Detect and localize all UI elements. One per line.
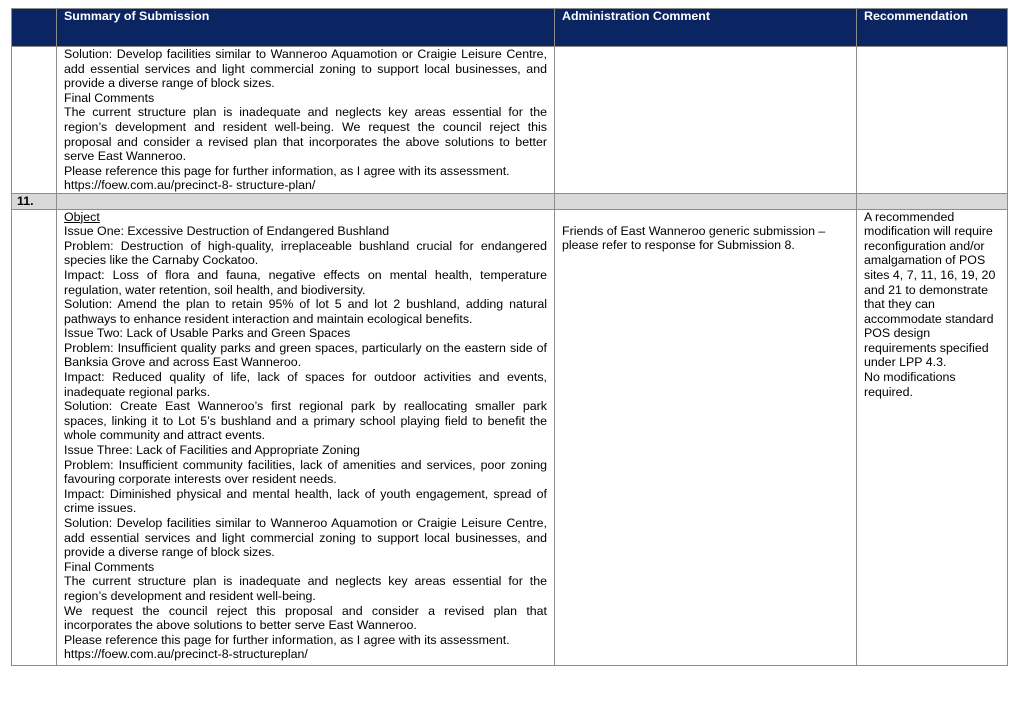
summary-paragraph: Solution: Develop facilities similar to Wanneroo Aquamotion or Craigie Leisure Centre, add essential services and light commercial zoning to support local businesses, and provide a diverse range of block sizes. [64,47,547,91]
summary-paragraph: Solution: Develop facilities similar to Wanneroo Aquamotion or Craigie Leisure Centre, add essential services and light commercial zoning to support local businesses, and provide a diverse range of block sizes. [64,516,547,560]
admin-comment-text: Friends of East Wanneroo generic submission – please refer to response for Submission 8. [562,223,826,253]
summary-paragraph: Solution: Create East Wanneroo’s first regional park by reallocating smaller park spaces, linking it to Lot 5’s bushland and a primary school playing field to benefit the whole community and attract events. [64,399,547,443]
summary-paragraph: Impact: Reduced quality of life, lack of spaces for outdoor activities and events, inadequate regional parks. [64,370,547,399]
summary-paragraph: Issue Two: Lack of Usable Parks and Green Spaces [64,326,351,341]
summary-paragraph: Issue One: Excessive Destruction of Endangered Bushland [64,224,390,239]
recommendation-cell [857,47,1008,194]
recommendation-text: A recommended modification will require reconfiguration and/or amalgamation of POS sites 4, 7, 11, 16, 19, 20 and 21 to demonstrate that they can accommodate standard POS design requirements specified under LPP 4.3. [864,209,996,370]
header-recommendation: Recommendation [857,9,1008,47]
admin-comment-cell [555,209,857,665]
submission-number: 11. [12,193,57,209]
table-row [12,47,1008,194]
summary-cell [57,209,555,665]
header-summary: Summary of Submission [57,9,555,47]
summary-paragraph: Final Comments [64,559,155,574]
submission-number-row [12,193,1008,209]
summary-paragraph: Solution: Amend the plan to retain 95% of lot 5 and lot 2 bushland, adding natural pathways to enhance resident interaction and maintain ecological benefits. [64,297,547,326]
submissions-table [11,8,1008,666]
summary-cell [57,47,555,194]
recommendation-text: No modifications required. [864,370,956,399]
summary-paragraph: Impact: Loss of flora and fauna, negative effects on mental health, temperature regulation, water retention, soil health, and biodiversity. [64,267,547,297]
summary-link[interactable]: https://foew.com.au/precinct-8- structure-plan/ [64,178,316,193]
summary-paragraph: Problem: Destruction of high-quality, irreplaceable bushland crucial for endangered species like the Carnaby Cockatoo. [64,238,547,268]
summary-paragraph: Problem: Insufficient quality parks and green spaces, particularly on the eastern side of Banksia Grove and across East Wanneroo. [64,340,547,370]
summary-link[interactable]: https://foew.com.au/precinct-8-structureplan/ [64,647,308,662]
summary-paragraph: Please reference this page for further information, as I agree with its assessment. [64,632,510,647]
summary-paragraph: Issue Three: Lack of Facilities and Appropriate Zoning [64,443,360,458]
header-blank [12,9,57,47]
recommendation-cell [857,209,1008,665]
row-number-cell [12,209,57,665]
header-admin-comment: Administration Comment [555,9,857,47]
summary-paragraph: Final Comments [64,90,155,105]
summary-paragraph: We request the council reject this proposal and consider a revised plan that incorporates the above solutions to better serve East Wanneroo. [64,603,547,633]
summary-paragraph: The current structure plan is inadequate and neglects key areas essential for the region’s development and resident well-being. We request the council reject this proposal and consider a revised plan that incorporates the above solutions to better serve East Wanneroo. [64,105,547,164]
admin-comment-cell [555,47,857,194]
summary-paragraph: Please reference this page for further information, as I agree with its assessment. [64,163,510,178]
table-header-row [12,9,1008,47]
summary-paragraph: Problem: Insufficient community facilities, lack of amenities and services, poor zoning favouring corporate interests over resident needs. [64,457,547,487]
summary-paragraph: Impact: Diminished physical and mental health, lack of youth engagement, spread of crime issues. [64,486,547,516]
summary-paragraph: Object [64,209,100,224]
row-number-cell [12,47,57,194]
summary-paragraph: The current structure plan is inadequate and neglects key areas essential for the region’s development and resident well-being. [64,574,547,603]
table-row [12,209,1008,665]
